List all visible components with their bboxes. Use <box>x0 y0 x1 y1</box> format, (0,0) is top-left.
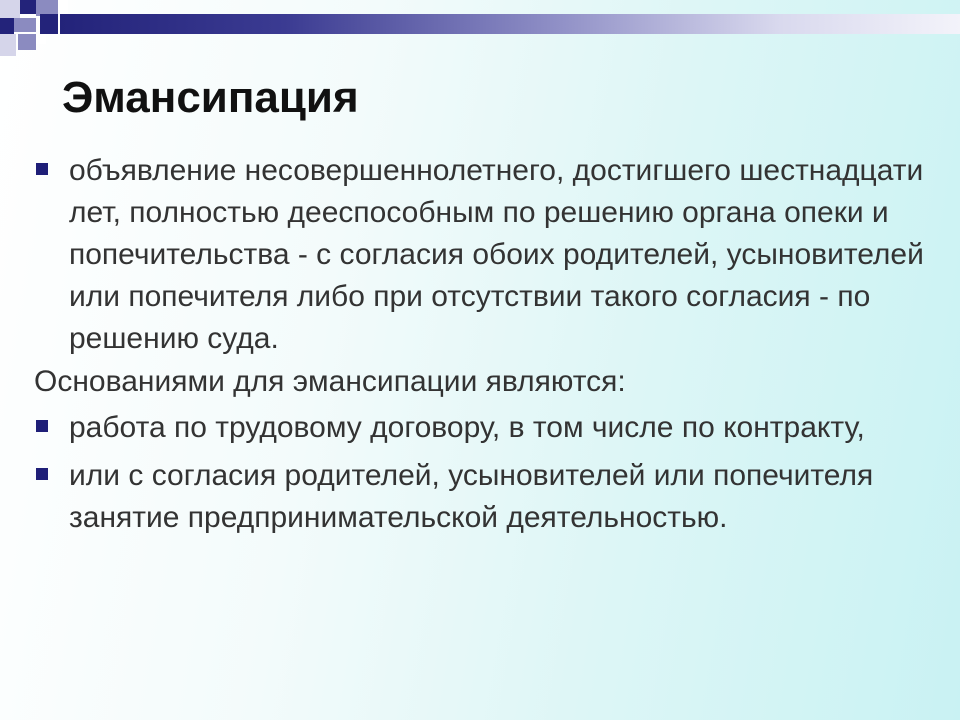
decor-square <box>40 14 58 34</box>
bullet-text: или с согласия родителей, усыновителей или попечителя занятие предпринимательской деятельностью. <box>69 459 874 534</box>
decor-square <box>0 18 14 34</box>
decorative-top-bar <box>60 14 960 34</box>
decor-square <box>0 34 16 56</box>
square-bullet-icon <box>36 420 48 432</box>
decor-square <box>36 34 46 44</box>
plain-text-line: Основаниями для эмансипации являются: <box>34 365 626 398</box>
square-bullet-icon <box>36 163 48 175</box>
square-bullet-icon <box>36 468 48 480</box>
slide-body <box>34 150 934 539</box>
decor-square <box>20 0 36 14</box>
decor-square <box>58 0 68 14</box>
decor-square <box>14 18 36 32</box>
decor-square <box>0 0 20 18</box>
bullet-text: работа по трудовому договору, в том числе по контракту, <box>69 411 865 444</box>
bullet-item <box>34 407 934 449</box>
slide-title: Эмансипация <box>62 73 359 122</box>
bullet-item <box>34 455 934 539</box>
decor-square <box>18 34 36 50</box>
bullet-text: объявление несовершеннолетнего, достигшего шестнадцати лет, полностью дееспособным по решению органа опеки и попечительства - с согласия обоих родителей, усыновителей или попечителя либо при отсутствии такого согласия - по решению суда. <box>69 154 924 355</box>
bullet-item <box>34 150 934 360</box>
